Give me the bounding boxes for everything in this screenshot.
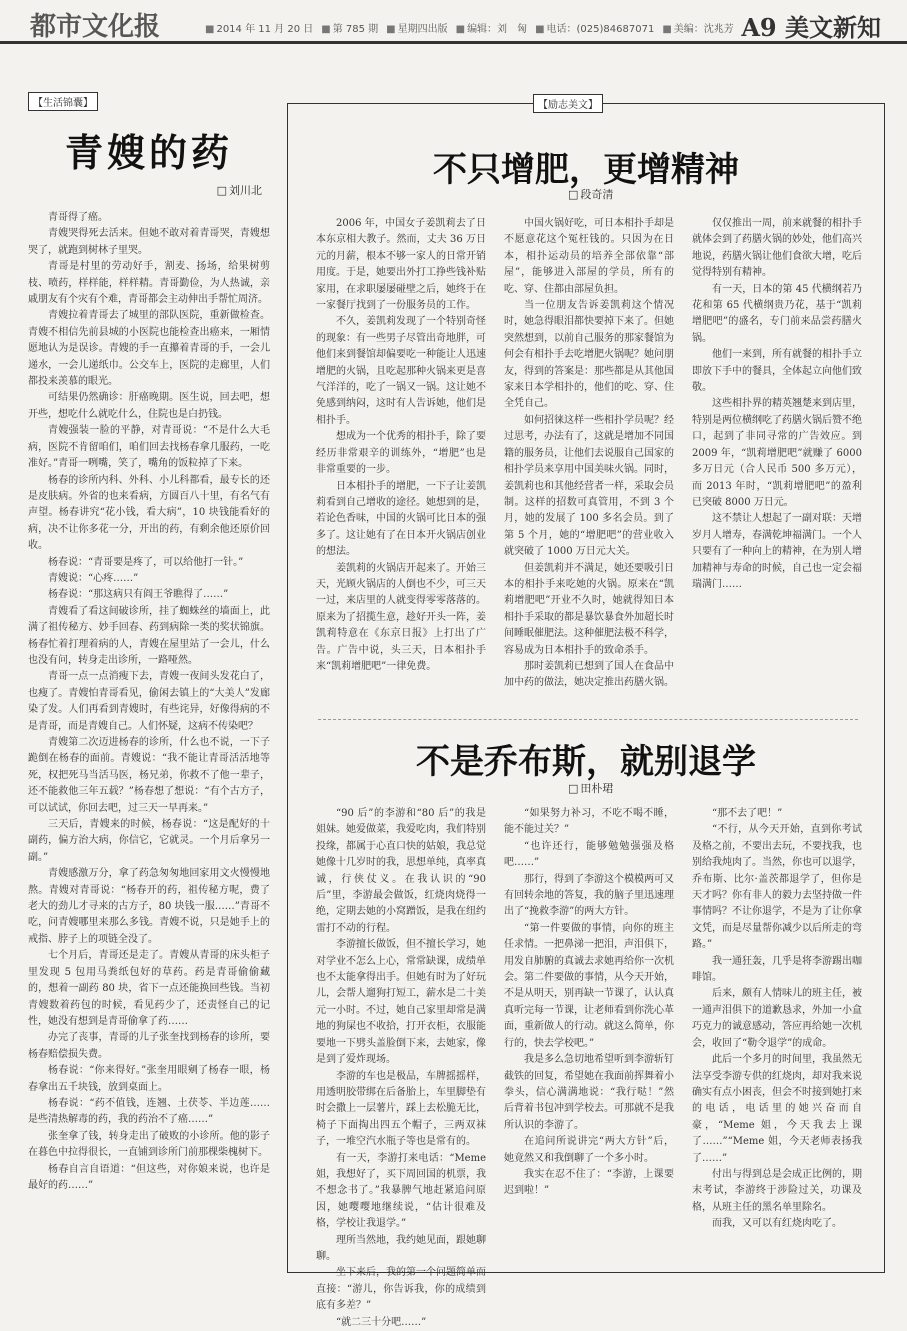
paragraph: 青嫂第二次迈进杨春的诊所，什么也不说，一下子跪倒在杨春的面前。青嫂说：“我不能让青哥活活地等死，权把死马当活马医，杨兄弟，你救不了他一辈子，还不能救他三年五载？”杨春想了想说：“有个古方子，可以试试，你回去吧，过三天一早再来。” [28, 737, 270, 814]
paragraph: 青哥一点一点消瘦下去，青嫂一夜间头发花白了，也瘦了。青嫂怕青哥看见，偷闲去镇上的“大美人”发廊染了发。人们再看到青嫂时，有些诧异，好像得病的不是青哥，而是青嫂自己。人们怀疑，这病不传染吧？ [28, 671, 270, 732]
paragraph: 七个月后，青哥还是走了。青嫂从青哥的床头柜子里发现 5 包用马粪纸包好的草药。药是青哥偷偷藏的，想着一副药 80 块，省下一点还能换回些钱。当初青嫂数着药包的时候，看见药少了，还责怪自己的记性，她没有想到是青哥偷拿了药…… [28, 950, 270, 1027]
right-box [287, 100, 885, 1328]
paragraph: “不行，从今天开始，直到你考试及格之前，不要出去玩，不要找我，也别给我炖肉了。当然，你也可以退学，乔布斯、比尔·盖茨都退学了，但你是天才吗？你有非人的毅力去坚持做一件事情吗？不让你退学，不是为了让你拿文凭，而是尽量帮你减少以后所走的弯路。” [692, 824, 862, 951]
paragraph: 杨春说：“你来得好。”张奎用眼剜了杨春一眼，杨春拿出五千块钱，放到桌面上。 [28, 1065, 270, 1093]
paragraph: 在追问所说讲完“两大方针”后，她竟然又和我倒聊了一个多小时。 [504, 1136, 674, 1164]
article-title: 不是乔布斯，就别退学 [416, 742, 756, 782]
paragraph: 杨春说：“那这病只有阎王爷瞧得了……” [48, 589, 229, 601]
paragraph: 我是多么急切地希望听到李游斩钉截铁的回复，希望她在我面前挥舞着小拳头，信心满满地说：“我行哒！”然后背着书包冲到学校去。可那就不是我所认识的李游了。 [504, 1054, 674, 1131]
paragraph: 而我，又可以有红烧肉吃了。 [712, 1218, 842, 1230]
article-body [316, 216, 862, 776]
paragraph: 青哥得了癌。 [48, 212, 108, 223]
paragraph: “也许还行，能够勉勉强强及格吧……” [504, 840, 674, 869]
paragraph: 青嫂拉着青哥去了城里的部队医院，重新做检查。青嫂不相信先前县城的小医院也能检查出癌来，一厢情愿地认为是误诊。青嫂的手一直攥着青哥的手，一会儿递水，一会儿递纸巾。公交车上，医院的走廊里，人们都投来羡慕的眼光。 [28, 310, 270, 388]
paragraph: 李游擅长做饭，但不擅长学习，她对学业不怎么上心，常常缺课，成绩单也不太能拿得出手。但她有时为了好玩儿，会帮人遛狗打短工，薪水是二十美元一小时。不过，她自己家里却常是满地的狗屎也不收拾，打开衣柜，衣服能要地一下劈头盖脸倒下来，去她家，像是到了爱炸现场。 [316, 939, 486, 1066]
paragraph: 有一天，日本的第 45 代横纲若乃花和第 65 代横纲贵乃花，基于“凯莉增肥吧”的盛名，专门前来品尝药膳火锅。 [692, 283, 862, 344]
left-article [28, 92, 270, 1272]
issue-number: ■ 第 785 期 [321, 20, 378, 35]
divider [318, 719, 858, 720]
art-editor: ■ 美编：沈兆芳 [662, 20, 733, 35]
paragraph: 仅仅推出一周，前来就餐的相扑手就体会到了药膳火锅的妙处，他们高兴地说，药膳火锅让他们食欲大增，吃后觉得特别有精神。 [692, 218, 862, 279]
paragraph: 张奎拿了钱，转身走出了破败的小诊所。他的影子在暮色中拉得很长，一直铺到诊所门前那棵柴槐树下。 [28, 1130, 270, 1159]
masthead [0, 0, 907, 44]
paragraph: 青嫂哭得死去活来。但她不敢对着青哥哭，青嫂想哭了，就跑到树林子里哭。 [28, 228, 270, 256]
paragraph: 不久，姜凯莉发现了一个特别奇怪的现象：有一些男子尽管出奇地胖，可他们来到餐馆却偏要吃一种能让人迅速增肥的火锅，且吃起那种火锅来更是喜气洋洋的，吃了一锅又一锅。这让她不免感到纳闷，这时有人告诉她，他们是相扑手。 [316, 316, 486, 426]
paragraph: 我实在忍不住了：“李游，上课要迟到啦！” [504, 1168, 674, 1197]
paragraph: 李游的车也是极品，车牌摇摇样，用透明胶带绑在后备胎上，车里脚垫有时会撒上一层薯片，踩上去松脆无比，椅子下面掏出四五个帽子，三两双袜子，一堆空汽水瓶子等也是常有的。 [316, 1070, 486, 1148]
paragraph: 杨春说：“青哥要是疼了，可以给他打一针。” [48, 556, 244, 568]
paragraph: 日本相扑手的增肥，一下子让姜凯莉看到自己增收的途径。她想到的是，若论色香味，中国的火锅可比日本的强多了。这让她有了在日本开火锅店创业的想法。 [316, 480, 486, 558]
paragraph: 坐下来后，我的第一个问题简单而直接：“游儿，你告诉我，你的成绩到底有多差？” [316, 1267, 486, 1312]
paragraph: 那时姜凯莉已想到了国人在食品中加中药的做法，她决定推出药膳火锅。 [504, 660, 674, 689]
paragraph: 青嫂看了看这间破诊所，挂了蜘蛛丝的墙面上，此满了祖传秘方、妙手回春、药到病除一类的奖状锦旗。杨春忙着打理着病的人，青嫂在屋里站了一会儿，什么也没有问，转身走出诊所，一路哑然。 [28, 605, 270, 666]
paragraph: 理所当然地，我约她见面，跟她聊聊。 [316, 1234, 486, 1262]
paragraph: 这些相扑界的精英翘楚来到店里，特别是两位横纲吃了药膳火锅后赞不绝口，起到了非同寻常的广告效应。到 2009 年，“凯莉增肥吧”就赚了 6000 多万日元（合人民币 500 多万元），而 2013 年时，“凯莉增肥吧”的盈利已突破 8000 万日元。 [692, 398, 862, 508]
paragraph: 后来，颇有人情味儿的班主任，被一通声泪俱下的道歉恳求，外加一小盒巧克力的诚意感动，答应再给她一次机会，收回了“勒令退学”的成命。 [692, 988, 862, 1049]
paragraph: 2006 年，中国女子姜凯莉去了日本东京相大教子。然而，丈夫 36 万日元的月薪，根本不够一家人的日常开销用度。于是，她要出外打工挣些钱补贴家用，在求职屡屡碰壁之后，她终于在一家餐厅找到了一份服务员的工作。 [316, 218, 486, 312]
page-section-title: A9 美文新知 [741, 13, 881, 42]
paragraph: 青哥是村里的劳动好手，割麦、扬场，给果树剪枝、喷药，样样能，样样精。青哥勤俭，为人热诚，亲戚朋友有个灾有个难，青哥都会主动伸出手帮忙周济。 [28, 261, 270, 306]
paragraph: 但姜凯莉并不满足，她还要吸引日本的相扑手来吃她的火锅。原来在“凯莉增肥吧”开业不久时，她就得知日本相扑手采取的都是暴饮暴食外加超长时间睡眠催肥法。这种催肥法极不科学，容易成为日本相扑手的致命杀手。 [504, 562, 674, 656]
body-column [316, 216, 486, 776]
paragraph: 杨春说：“药不值钱，连翘、土茯苓、半边莲……是些清热解毒的药，我的药治不了癌……” [28, 1097, 270, 1126]
article-body [28, 210, 270, 1194]
paragraph: 这不禁让人想起了一副对联：天增岁月人增寿，春满乾坤福满门。一个人只要有了一种向上的精神，在为别人增加精神与寿命的时候，自己也一定会福瑞满门…… [692, 513, 862, 590]
paragraph: 当一位朋友告诉姜凯莉这个情况时，她急得眼泪都快要掉下来了。但她突然想到，以前自己服务的那家餐馆为何会有相扑手去吃增肥火锅呢？她问朋友，得到的答案是：那些都是从其他国家来日本学相扑的，他们的吃、穿、住全凭自己。 [504, 300, 674, 410]
body-column [504, 806, 674, 1266]
paragraph: “那不去了吧！” [712, 808, 783, 819]
paragraph: “第一件要做的事情，向你的班主任求情。一把鼻涕一把泪，声泪俱下，用发自肺腑的真诚去求她再给你一次机会。第二件要做的事情，从今天开始，不是从明天，别再缺一节课了，认认真真听完每一节课，让老师看到你洗心革面，重新做人的行动。就这么简单，你行的，快去学校吧。” [504, 922, 674, 1049]
body-column [504, 216, 674, 776]
paragraph: 三天后，青嫂来的时候，杨春说：“这是配好的十副药，偏方治大病，你信它，它就灵。一个月后拿另一副。” [28, 819, 270, 863]
paragraph: 想成为一个优秀的相扑手，除了要经历非常艰辛的训练外，“增肥”也是非常重要的一步。 [316, 431, 486, 476]
article-author: □ 段奇清 [568, 186, 613, 202]
paragraph: 此后一个多月的时间里，我虽然无法享受李游专供的红烧肉，却对我来说确实有点小困丧，但会不时接到她打来的电话，电话里的她兴奋而自豪，“Meme 姐，今天我去上课了……”“Meme 姐，今天老师表扬我了……” [692, 1054, 862, 1164]
paragraph: 我一通狂轰，几乎是将李游踢出咖啡馆。 [692, 955, 862, 984]
issue-meta [205, 20, 734, 35]
paragraph: 青嫂强装一脸的平静，对青哥说：“不是什么大毛病，医院不肯留咱们，咱们回去找杨春拿几服药，一吃准好。”青哥一咧嘴，笑了，嘴角的饭粒掉了下来。 [28, 425, 270, 470]
paragraph: 他们一来到，所有就餐的相扑手立即放下手中的餐具，全体起立向他们致敬。 [692, 349, 862, 394]
paragraph: 中国火锅好吃，可日本相扑手却是不愿意花这个冤枉钱的。只因为在日本，相扑运动员的培养全部依靠“部屋”，能够进入部屋的学员，所有的吃、穿、住都由部屋负担。 [504, 218, 674, 295]
paragraph: 青嫂感激万分，拿了药急匆匆地回家用文火慢慢地熬。青嫂对青哥说：“杨春开的药，祖传秘方呢，费了老大的劲儿才寻来的古方子，80 块钱一服……”青哥不吃，问青嫂哪里来那么多钱。青嫂不说，只是她手上的戒指、脖子上的项链全没了。 [28, 868, 270, 945]
column-tag: 【生活锦囊】 [28, 92, 98, 111]
phone: ■ 电话：(025)84687071 [535, 20, 654, 35]
paragraph: “如果努力补习，不吃不喝不睡，能不能过关？” [504, 808, 674, 836]
body-column [316, 806, 486, 1328]
issue-weekday: ■ 星期四出版 [386, 20, 447, 35]
paragraph: 杨春的诊所内科、外科、小儿科都看，最专长的还是皮肤病。外省的也来看病，方圆百八十里，有名气有声望。杨春讲究“花小钱，看大病”，10 块钱能看好的病，决不让你多花一分，开出的药，有剩余他还原价回收。 [28, 474, 270, 552]
issue-date: ■ 2014 年 11 月 20 日 [205, 20, 313, 35]
paragraph: 如何招徕这样一些相扑学员呢？经过思考，办法有了，这就是增加不同国籍的服务员，让他们去说服自己国家的相扑学员来享用中国美味火锅。同时，姜凯莉也和其他经营者一样，采取会员制。这样的招数可真管用，不到 3 个月，她的发展了 100 多名会员。到了第 5 个月，她的“增肥吧”的营业收入就突破了 1000 万日元大关。 [504, 414, 674, 558]
paragraph: 杨春自言自语道：“但这些，对你娘来说，也许是最好的药……” [28, 1163, 270, 1191]
paragraph: “就二三十分吧……” [336, 1316, 427, 1328]
article-title: 不只增肥，更增精神 [433, 150, 739, 190]
paragraph: 付出与得到总是会成正比例的，期末考试，李游终于涉险过关，功课及格，从班主任的黑名单里除名。 [692, 1168, 862, 1213]
body-column [692, 216, 862, 776]
article-body [316, 806, 862, 1328]
article-author: □ 刘川北 [217, 182, 262, 198]
article-title: 青嫂的药 [64, 130, 233, 175]
paragraph: 青嫂说：“心疼……” [48, 572, 139, 584]
paragraph: 办完了丧事，青哥的儿子张奎找到杨春的诊所，要杨春赔偿损失费。 [28, 1032, 270, 1060]
article-author: □ 田朴珺 [568, 780, 613, 796]
paragraph: 那行，得到了李游这个模模两可又有回转余地的答复，我的脑子里迅速理出了“挽救李游”的两大方针。 [504, 873, 674, 918]
paragraph: “90 后”的李游和“80 后”的我是姐妹。她爱做菜，我爱吃肉，我们特别投缘，都属于心直口快的姑娘，我总觉她像十几岁时的我，思想单纯，真率真诚，行侠仗义。在我认识的“90 后”里，李游最会做饭，红烧肉烧得一绝，定期去她的小窝蹭饭，是我在纽约雷打不动的行程。 [316, 808, 486, 934]
editor: ■ 编辑：刘 匈 [456, 20, 527, 35]
newspaper-logo: 都市文化报 [30, 12, 161, 42]
paragraph: 可结果仍然确诊：肝癌晚期。医生说，回去吧，想开些，想吃什么就吃什么，住院也是白扔钱。 [28, 392, 270, 420]
paragraph: 有一天，李游打来电话：“Meme 姐，我想好了，买下周回国的机票，我不想念书了。”我暴脾气地赶紧追问原因，她嘤嘤地继续说，“估计很难及格，学校让我退学。” [316, 1152, 486, 1230]
body-column [692, 806, 862, 1266]
column-tag: 【励志美文】 [533, 94, 603, 113]
paragraph: 姜凯莉的火锅店开起来了。开始三天，光顾火锅店的人倒也不少，可三天一过，来店里的人就变得零零落落的。原来为了招揽生意，趁好开头一阵，姜凯莉特意在《东京日报》上打出了广告。广告中说，头三天，日本相扑手来“凯莉增肥吧”一律免费。 [316, 562, 486, 672]
